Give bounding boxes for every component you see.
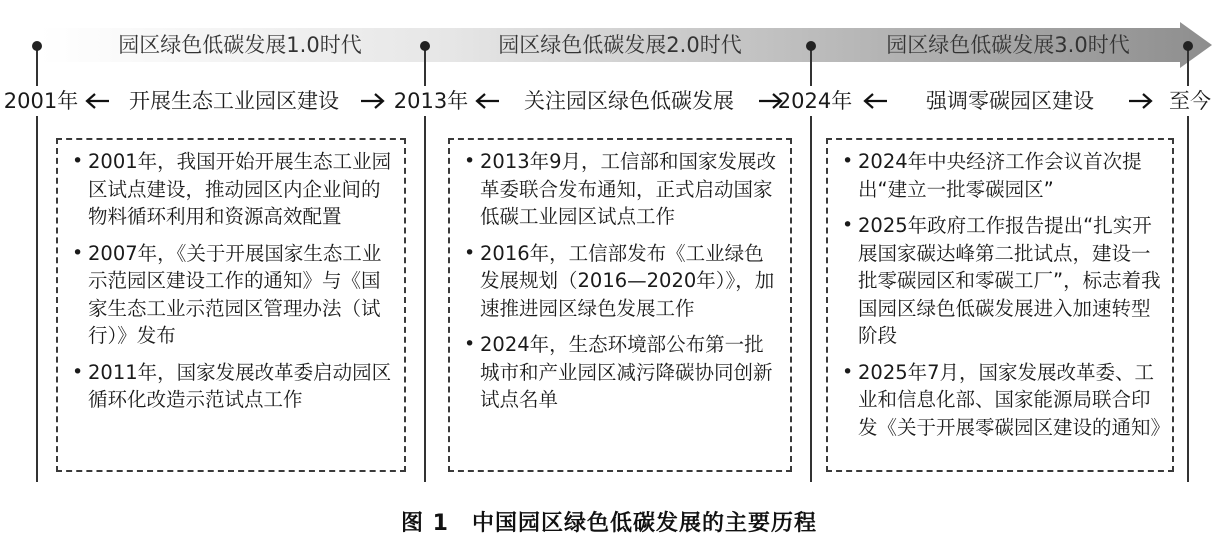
event-item: • 2024年中央经济工作会议首次提出“建立一批零碳园区” [842,148,1162,203]
event-box-3 [826,138,1174,472]
phase-label-2: 关注园区绿色低碳发展 [524,89,734,113]
arrow-right-icon [1128,90,1154,112]
timeline-dot-now [1183,41,1193,51]
event-item: • 2016年，工信部发布《工业绿色发展规划（2016—2020年）》，加速推进园区绿色发展工作 [464,240,780,323]
event-item: • 2011年，国家发展改革委启动园区循环化改造示范试点工作 [72,359,394,414]
timeline-dot-2001 [32,41,42,51]
event-box-2 [448,138,792,472]
phase-label-1: 开展生态工业园区建设 [129,89,339,113]
arrow-right-icon [758,90,784,112]
arrow-left-icon [84,90,110,112]
timeline-dot-2024 [806,41,816,51]
event-item: • 2001年，我国开始开展生态工业园区试点建设，推动园区内企业间的物料循环利用和资源高效配置 [72,148,394,231]
event-item: • 2013年9月，工信部和国家发展改革委联合发布通知，正式启动国家低碳工业园区试点工作 [464,148,780,231]
figure-caption: 图 1 中国园区绿色低碳发展的主要历程 [401,511,817,536]
event-item: • 2024年，生态环境部公布第一批城市和产业园区减污降碳协同创新试点名单 [464,331,780,414]
arrow-left-icon [862,90,888,112]
era-label-1: 园区绿色低碳发展1.0时代 [118,33,362,57]
event-item: • 2007年，《关于开展国家生态工业示范园区建设工作的通知》与《国家生态工业示范园区管理办法（试行）》发布 [72,240,394,350]
timeline-dot-2013 [420,41,430,51]
era-label-3: 园区绿色低碳发展3.0时代 [886,33,1130,57]
arrow-left-icon [474,90,500,112]
phase-label-3: 强调零碳园区建设 [926,89,1094,113]
year-2013: 2013年 [392,86,470,116]
event-box-1 [56,138,406,472]
event-item: • 2025年政府工作报告提出“扎实开展国家碳达峰第二批试点，建设一批零碳园区和零碳工厂”，标志着我国园区绿色低碳发展进入加速转型阶段 [842,212,1162,350]
event-item: • 2025年7月，国家发展改革委、工业和信息化部、国家能源局联合印发《关于开展零碳园区建设的通知》 [842,359,1162,442]
era-label-2: 园区绿色低碳发展2.0时代 [498,33,742,57]
arrow-right-icon [360,90,386,112]
year-2024: 2024年 [776,86,854,116]
year-now: 至今 [1164,86,1216,116]
year-2001: 2001年 [2,86,80,116]
